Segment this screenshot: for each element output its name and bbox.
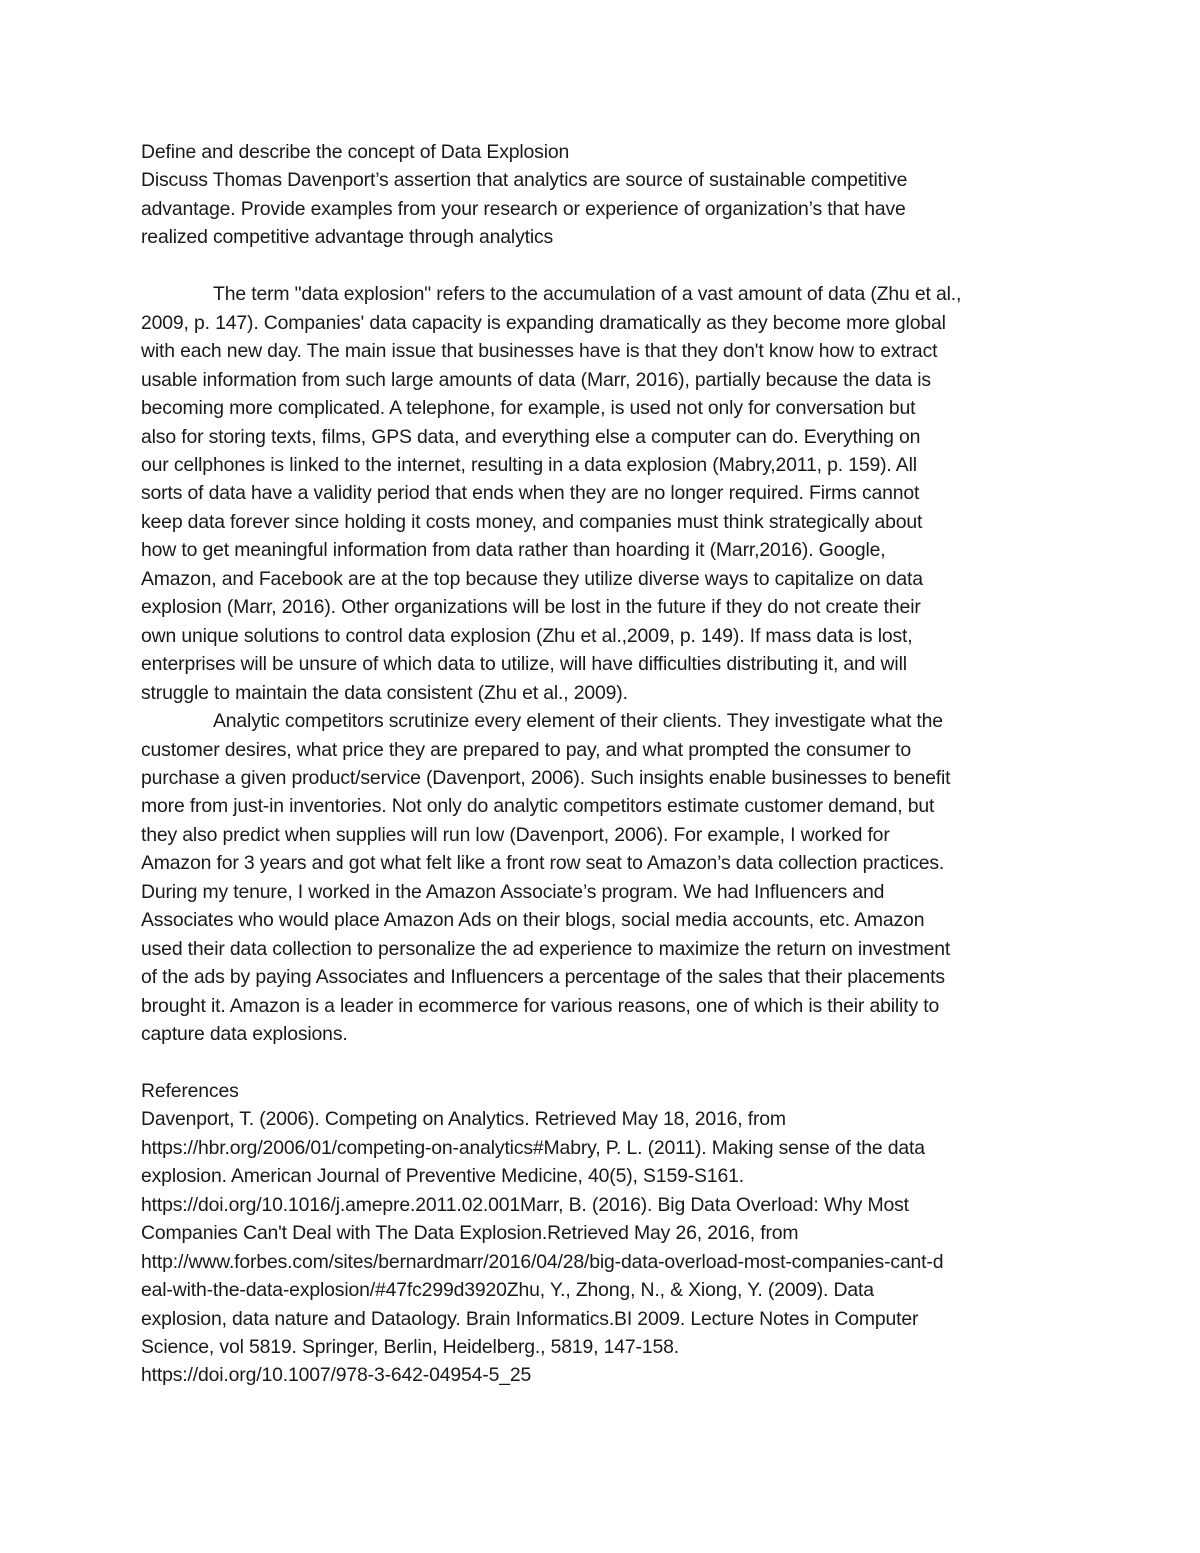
reference-line: Companies Can't Deal with The Data Explosion.Retrieved May 26, 2016, from — [141, 1222, 799, 1245]
paragraph-line: keep data forever since holding it costs money, and companies must think strategically about — [141, 510, 923, 533]
paragraph-line: sorts of data have a validity period that ends when they are no longer required. Firms cannot — [141, 482, 920, 505]
paragraph-line: with each new day. The main issue that businesses have is that they don't know how to extract — [141, 340, 938, 363]
paragraph-line: 2009, p. 147). Companies' data capacity is expanding dramatically as they become more global — [141, 311, 946, 334]
paragraph-line: used their data collection to personalize the ad experience to maximize the return on investment — [141, 937, 951, 960]
paragraph-line: capture data explosions. — [141, 1023, 348, 1046]
prompt-line: advantage. Provide examples from your research or experience of organization’s that have — [141, 197, 906, 220]
reference-line: explosion. American Journal of Preventive Medicine, 40(5), S159-S161. — [141, 1165, 744, 1188]
paragraph-line: During my tenure, I worked in the Amazon Associate’s program. We had Influencers and — [141, 880, 885, 903]
paragraph-line: purchase a given product/service (Davenport, 2006). Such insights enable businesses to benefit — [141, 766, 951, 789]
reference-line: explosion, data nature and Dataology. Brain Informatics.BI 2009. Lecture Notes in Computer — [141, 1307, 919, 1330]
paragraph-line: our cellphones is linked to the internet, resulting in a data explosion (Mabry,2011, p. 159). All — [141, 453, 917, 476]
paragraph-line: The term "data explosion" refers to the accumulation of a vast amount of data (Zhu et al., — [213, 283, 962, 306]
paragraph-line: own unique solutions to control data explosion (Zhu et al.,2009, p. 149). If mass data is lost, — [141, 624, 913, 647]
body-paragraph-2 — [141, 707, 1066, 1048]
prompt-line: Define and describe the concept of Data Explosion — [141, 141, 570, 163]
reference-line: https://doi.org/10.1007/978-3-642-04954-5_25 — [141, 1364, 532, 1387]
paragraph-line: Analytic competitors scrutinize every element of their clients. They investigate what the — [213, 710, 943, 733]
blank-line — [141, 1048, 1066, 1076]
paragraph-line: of the ads by paying Associates and Influencers a percentage of the sales that their placements — [141, 966, 945, 989]
reference-line: eal-with-the-data-explosion/#47fc299d3920Zhu, Y., Zhong, N., & Xiong, Y. (2009). Data — [141, 1279, 874, 1302]
references-section — [141, 1077, 1066, 1390]
blank-line — [141, 252, 1066, 280]
paragraph-line: Associates who would place Amazon Ads on their blogs, social media accounts, etc. Amazon — [141, 909, 925, 932]
paragraph-line: enterprises will be unsure of which data to utilize, will have difficulties distributing it, and will — [141, 653, 907, 676]
paragraph-line: becoming more complicated. A telephone, for example, is used not only for conversation but — [141, 397, 916, 420]
paragraph-line: struggle to maintain the data consistent (Zhu et al., 2009). — [141, 681, 628, 704]
assignment-prompt — [141, 138, 1066, 252]
paragraph-line: usable information from such large amounts of data (Marr, 2016), partially because the data is — [141, 368, 931, 391]
prompt-line: Discuss Thomas Davenport’s assertion that analytics are source of sustainable competitive — [141, 169, 908, 192]
paragraph-line: also for storing texts, films, GPS data, and everything else a computer can do. Everything on — [141, 425, 921, 448]
reference-line: http://www.forbes.com/sites/bernardmarr/2016/04/28/big-data-overload-most-companies-cant-d — [141, 1250, 944, 1273]
reference-line: Davenport, T. (2006). Competing on Analytics. Retrieved May 18, 2016, from — [141, 1108, 786, 1131]
document-page — [141, 138, 1066, 1390]
paragraph-line: Amazon for 3 years and got what felt like a front row seat to Amazon’s data collection practices. — [141, 852, 945, 875]
paragraph-line: they also predict when supplies will run low (Davenport, 2006). For example, I worked for — [141, 823, 890, 846]
references-heading: References — [141, 1079, 239, 1102]
reference-line: https://hbr.org/2006/01/competing-on-analytics#Mabry, P. L. (2011). Making sense of the data — [141, 1136, 925, 1159]
reference-line: https://doi.org/10.1016/j.amepre.2011.02.001Marr, B. (2016). Big Data Overload: Why Most — [141, 1193, 909, 1216]
paragraph-line: how to get meaningful information from data rather than hoarding it (Marr,2016). Google, — [141, 539, 886, 562]
paragraph-line: customer desires, what price they are prepared to pay, and what prompted the consumer to — [141, 738, 912, 761]
body-paragraph-1 — [141, 280, 1066, 707]
paragraph-line: more from just-in inventories. Not only do analytic competitors estimate customer demand, but — [141, 795, 935, 818]
reference-line: Science, vol 5819. Springer, Berlin, Heidelberg., 5819, 147-158. — [141, 1336, 679, 1358]
paragraph-line: brought it. Amazon is a leader in ecommerce for various reasons, one of which is their ability to — [141, 994, 940, 1017]
paragraph-line: explosion (Marr, 2016). Other organizations will be lost in the future if they do not create their — [141, 596, 921, 619]
prompt-line: realized competitive advantage through analytics — [141, 226, 554, 249]
paragraph-line: Amazon, and Facebook are at the top because they utilize diverse ways to capitalize on data — [141, 567, 923, 590]
